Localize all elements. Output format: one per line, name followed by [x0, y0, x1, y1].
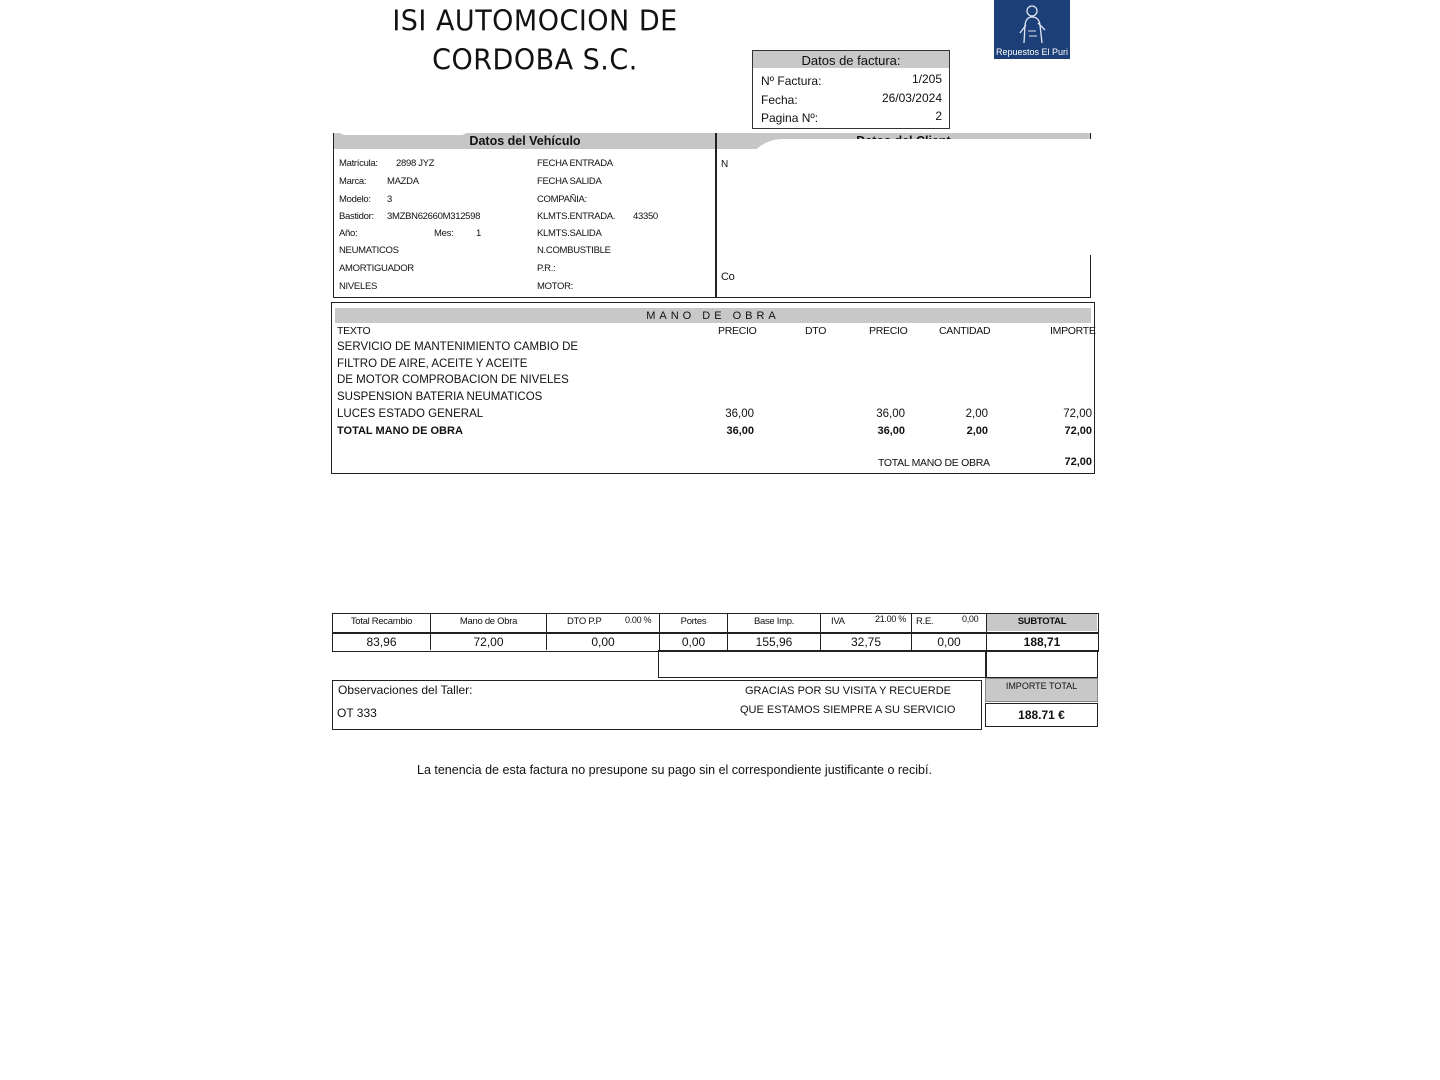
entry-date-label: FECHA ENTRADA [537, 158, 613, 169]
labour-footer-label: TOTAL MANO DE OBRA [878, 457, 990, 469]
labour-desc-line: LUCES ESTADO GENERAL [337, 408, 484, 420]
totals-parts-value: 83,96 [366, 635, 397, 649]
thanks-line2: QUE ESTAMOS SIEMPRE A SU SERVICIO [740, 704, 956, 716]
labour-box [331, 302, 1095, 474]
company-name-line1: ISI AUTOMOCION DE [392, 5, 678, 38]
totals-iva-cell [821, 614, 912, 650]
labour-footer-amount: 72,00 [1064, 456, 1092, 468]
plate-value: 2898 JYZ [396, 158, 435, 169]
labour-desc-line: SERVICIO DE MANTENIMIENTO CAMBIO DE [337, 341, 579, 353]
labour-total-quantity: 2,00 [966, 425, 988, 437]
totals-re-header: R.E. [916, 616, 934, 627]
company-name-line2: CORDOBA S.C. [432, 44, 638, 77]
labour-line-price2: 36,00 [876, 408, 905, 420]
company-name [370, 2, 700, 80]
col-amount-header: IMPORTE [1050, 325, 1096, 337]
labour-line-quantity: 2,00 [965, 408, 988, 420]
invoice-number-row [761, 74, 942, 88]
invoice-data-title: Datos de factura: [753, 51, 949, 68]
totals-base-cell [728, 614, 821, 650]
shock-label: AMORTIGUADOR [339, 263, 414, 274]
totals-subtotal-header: SUBTOTAL [987, 614, 1097, 631]
observations-value: OT 333 [337, 706, 377, 720]
invoice-data-box [752, 50, 950, 129]
totals-shipping-cell [660, 614, 728, 650]
km-in-value: 43350 [633, 211, 658, 222]
labour-line-amount: 72,00 [1063, 408, 1092, 420]
company-logo [994, 0, 1070, 59]
exit-date-label: FECHA SALIDA [537, 176, 602, 187]
observations-label: Observaciones del Taller: [338, 683, 473, 697]
totals-iva-header: IVA [831, 616, 845, 627]
totals-shipping-value: 0,00 [681, 635, 706, 649]
totals-parts-cell [333, 614, 431, 650]
plate-label: Matrícula: [339, 158, 378, 169]
client-line2: Co [721, 271, 735, 283]
totals-parts-header: Total Recambio [350, 616, 413, 627]
totals-labour-header: Mano de Obra [459, 616, 518, 627]
invoice-number: 1/205 [911, 72, 942, 86]
totals-empty-row [658, 650, 1098, 678]
levels-label: NIVELES [339, 281, 378, 292]
labour-desc-line: FILTRO DE AIRE, ACEITE Y ACEITE [337, 358, 528, 370]
vehicle-data-box [333, 133, 716, 298]
totals-base-header: Base Imp. [753, 616, 795, 627]
totals-subtotal-value: 188,71 [1023, 635, 1061, 649]
labour-total-amount: 72,00 [1064, 425, 1092, 437]
totals-empty-divider [985, 651, 987, 677]
invoice-date-row [761, 93, 942, 107]
km-out-label: KLMTS.SALIDA [537, 228, 602, 239]
totals-shipping-header: Portes [680, 616, 707, 627]
labour-desc-line: DE MOTOR COMPROBACION DE NIVELES [337, 374, 569, 386]
vehicle-data-title: Datos del Vehículo [334, 133, 716, 149]
thanks-line1: GRACIAS POR SU VISITA Y RECUERDE [745, 685, 951, 697]
redaction-overlay-lower [743, 251, 1083, 291]
totals-dto-header: DTO P.P [567, 616, 602, 627]
invoice-page-label: Pagina Nº: [761, 111, 819, 125]
totals-dto-pct: 0.00 % [625, 615, 652, 625]
totals-re-value: 0,00 [937, 635, 961, 649]
col-price2-header: PRECIO [869, 325, 908, 337]
invoice-page: 2 [935, 109, 942, 123]
labour-total-price2: 36,00 [877, 425, 905, 437]
totals-labour-cell [431, 614, 547, 650]
invoice-page-row [761, 111, 942, 125]
chassis-label: Bastidor: [339, 211, 374, 222]
footer-note: La tenencia de esta factura no presupone su pago sin el correspondiente justificante o recibí. [417, 763, 932, 777]
col-quantity-header: CANTIDAD [939, 325, 991, 337]
labour-total-price: 36,00 [726, 425, 754, 437]
labour-total-label: TOTAL MANO DE OBRA [337, 425, 463, 437]
col-price-header: PRECIO [718, 325, 757, 337]
totals-dto-cell [547, 614, 660, 650]
km-in-label: KLMTS.ENTRADA. [537, 211, 616, 222]
totals-labour-value: 72,00 [473, 635, 504, 649]
fuel-label: N.COMBUSTIBLE [537, 245, 611, 256]
labour-desc-line: SUSPENSION BATERIA NEUMATICOS [337, 391, 543, 403]
month-value: 1 [476, 228, 481, 239]
logo-text: Repuestos El Puri [995, 47, 1069, 57]
brand-value: MAZDA [387, 176, 419, 187]
month-label: Mes: [434, 228, 454, 239]
pr-label: P.R.: [537, 263, 556, 274]
redaction-overlay [743, 139, 1095, 255]
client-data-box [715, 133, 1091, 298]
totals-re-cell [912, 614, 987, 650]
engine-label: MOTOR: [537, 281, 574, 292]
model-value: 3 [387, 194, 392, 205]
totals-iva-pct: 21.00 % [875, 614, 906, 624]
totals-base-value: 155,96 [755, 635, 793, 649]
model-label: Modelo: [339, 194, 371, 205]
grand-total-value: 188.71 € [985, 703, 1098, 727]
totals-iva-value: 32,75 [850, 635, 882, 649]
totals-re-pct: 0,00 [962, 614, 979, 624]
invoice-date: 26/03/2024 [881, 91, 942, 105]
vehicle-title-redaction [338, 128, 468, 135]
totals-subtotal-cell [987, 614, 1097, 650]
labour-title: MANO DE OBRA [335, 308, 1091, 323]
observations-box [332, 680, 982, 730]
brand-label: Marca: [339, 176, 367, 187]
company-label: COMPAÑIA: [537, 194, 587, 205]
chassis-value: 3MZBN62660M312598 [387, 211, 481, 222]
col-discount-header: DTO [805, 325, 827, 337]
tyres-label: NEUMATICOS [339, 245, 399, 256]
labour-line-price: 36,00 [725, 408, 754, 420]
totals-dto-value: 0,00 [591, 635, 615, 649]
invoice-date-label: Fecha: [761, 93, 798, 107]
totals-table [332, 613, 1099, 652]
worker-icon [1012, 3, 1052, 45]
client-line1: N [721, 159, 728, 170]
col-text-header: TEXTO [337, 325, 371, 337]
year-label: Año: [339, 228, 358, 239]
grand-total-label: IMPORTE TOTAL [985, 678, 1098, 702]
invoice-number-label: Nº Factura: [761, 74, 822, 88]
